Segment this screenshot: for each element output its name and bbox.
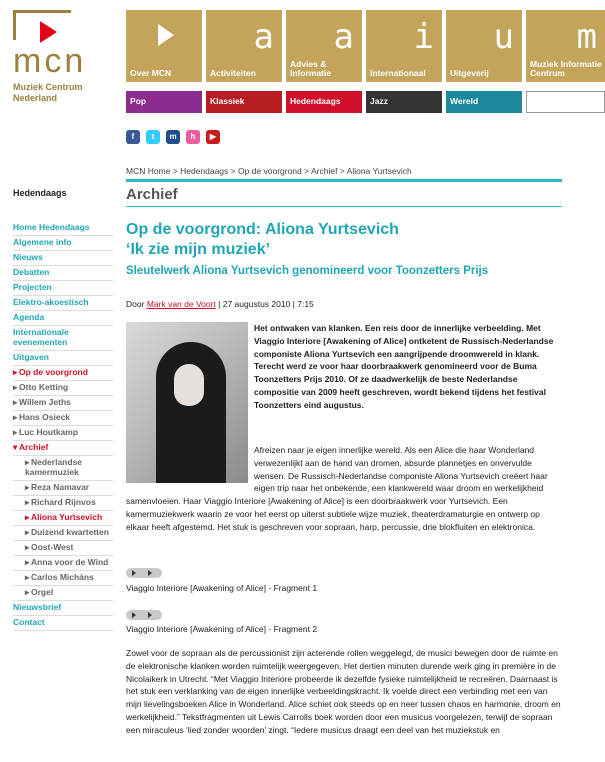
sidebar-item[interactable]: ▸ Luc Houtkamp <box>13 426 113 441</box>
sidebar-item[interactable]: Elektro-akoestisch <box>13 296 113 311</box>
sidebar-item[interactable]: ▸ Richard Rijnvos <box>13 496 113 511</box>
audio-player-1[interactable] <box>126 568 162 578</box>
sidebar-heading: Hedendaags <box>13 188 67 198</box>
hyves-icon[interactable]: h <box>186 130 200 144</box>
sidebar-item[interactable]: Nieuws <box>13 251 113 266</box>
sidebar-item[interactable]: ▸ Reza Namavar <box>13 481 113 496</box>
sidebar-item[interactable]: ▸ Duizend kwartetten <box>13 526 113 541</box>
play-icon <box>158 24 174 46</box>
tile-muziek-informatie-centrum[interactable]: m Muziek Informatie Centrum <box>526 10 605 82</box>
article-paragraph: Zowel voor de sopraan als de percussionist zijn acterende rollen weggelegd, de musici bewegen door de ruimte en de elektronische klanken worden ruimtelijk weergegeven. Het dertien minuten durende werk ging in première in de Nicolaikerk in Utrecht. “Met Viaggio Interiore probeerde ik dezelfde fysieke ruimtelijkheid te recreëren. Daarnaast is het stuk een verklanking van de eigen innerlijke verbeeldingskracht. Ik voelde direct een verbinding met een van mijn lievelingsboeken Alice in Wonderland. Alice schiet ook steeds op en neer tussen chaos en harmonie, droom en werkelijkheid.” Tekstfragmenten uit Lewis Carrolls boek worden door een musicus voorgelezen, terwijl de sopraan een miraculeus ‘lied zonder woorden’ zingt. “Iedere musicus draagt een deel van het muziekstuk en <box>126 648 561 735</box>
sidebar-item[interactable]: ▸ Oost-West <box>13 541 113 556</box>
tile-advies-informatie[interactable]: a Advies & Informatie <box>286 10 362 82</box>
tile-uitgeverij[interactable]: u Uitgeverij <box>446 10 522 82</box>
sidebar-item[interactable]: Projecten <box>13 281 113 296</box>
sidebar-item[interactable]: Agenda <box>13 311 113 326</box>
author-link[interactable]: Mark van de Voort <box>146 299 216 309</box>
sidebar-item[interactable]: ▸ Anna voor de Wind <box>13 556 113 571</box>
logo-text: mcn <box>13 42 87 80</box>
logo-mark <box>13 10 87 80</box>
sidebar-item[interactable]: Home Hedendaags <box>13 221 113 236</box>
breadcrumb[interactable]: MCN Home > Hedendaags > Op de voorgrond > Archief > Aliona Yurtsevich <box>126 166 412 176</box>
twitter-icon[interactable]: t <box>146 130 160 144</box>
sidebar-item[interactable]: ▸ Willem Jeths <box>13 396 113 411</box>
sidebar-item[interactable]: ▸ Hans Osieck <box>13 411 113 426</box>
sidebar-item[interactable]: Contact <box>13 616 113 631</box>
audio-player-2[interactable] <box>126 610 162 620</box>
tile-internationaal[interactable]: i Internationaal <box>366 10 442 82</box>
article-intro: Het ontwaken van klanken. Een reis door de innerlijke verbeelding. Met Viaggio Interiore [Awakening of Alice] ontketent de Russisch-Nederlandse componiste Aliona Yurtsevich een aangrijpende droomwereld in klank. Terecht werd ze voor haar doorbraakwerk genomineerd voor de Buma Toonzetters Prijs 2010. Of ze daadwerkelijk de beste Nederlandse compositie van 2009 heeft geschreven, wordt bekend tijdens het festival Toonzetters eind augustus. <box>254 323 554 410</box>
sidebar-item[interactable]: Nieuwsbrief <box>13 601 113 616</box>
sidebar-item[interactable]: ▸ Carlos Micháns <box>13 571 113 586</box>
mcn-logo[interactable] <box>13 10 93 104</box>
sidebar-item[interactable]: Internationale evenementen <box>13 326 113 351</box>
article-title: Op de voorgrond: Aliona Yurtsevich ‘Ik zie mijn muziek’ <box>126 221 399 258</box>
byline: Door Mark van de Voort | 27 augustus 2010 | 7:15 <box>126 299 314 309</box>
divider <box>126 206 562 207</box>
logo-subtitle: Muziek Centrum Nederland <box>13 82 83 103</box>
article-paragraph: Afreizen naar je eigen innerlijke wereld. Als een Alice die haar Wonderland verwezenlijkt aan de hand van dromen, absurde plannetjes en onvervulde wensen. De Russisch-Nederlandse componiste Aliona Yurtsevich creëert haar eigen trip naar het onbekende, een klankwereld waar droom en werkelijkheid samenvloeien. Haar Viaggio Interiore [Awakening of Alice] is een doorbraakwerk voor Yurtsevich. Een kamermuziekwerk waarin ze voor het eerst op uiterst subtiele wijze muziek, theaterdramaturgie en ontwerp op elkaar heeft afgestemd. Het stuk is geschreven voor sopraan, harp, percussie, drie blokfluiten en elektronica. <box>126 445 548 532</box>
section-title: Archief <box>126 186 178 203</box>
tile-activiteiten[interactable]: a Activiteiten <box>206 10 282 82</box>
sidebar-item[interactable]: ▸ Orgel <box>13 586 113 601</box>
genre-klassiek[interactable]: Klassiek <box>206 91 282 113</box>
sidebar-item[interactable]: ▸ Nederlandse kamermuziek <box>13 456 113 481</box>
genre-pop[interactable]: Pop <box>126 91 202 113</box>
genre-wereld[interactable]: Wereld <box>446 91 522 113</box>
sidebar-item[interactable]: ▸ Aliona Yurtsevich <box>13 511 113 526</box>
divider <box>126 179 562 182</box>
sidebar-item[interactable]: Algemene info <box>13 236 113 251</box>
search-input[interactable] <box>526 91 605 113</box>
audio-caption-1: Viaggio Interiore [Awakening of Alice] - Fragment 1 <box>126 583 318 593</box>
logo-play-icon <box>40 21 57 43</box>
audio-caption-2: Viaggio Interiore [Awakening of Alice] - Fragment 2 <box>126 624 318 634</box>
myspace-icon[interactable]: m <box>166 130 180 144</box>
sidebar-item[interactable]: ▸ Op de voorgrond <box>13 366 113 381</box>
sidebar-nav <box>13 221 113 631</box>
article-subtitle: Sleutelwerk Aliona Yurtsevich genomineerd voor Toonzetters Prijs <box>126 265 489 277</box>
sidebar-item[interactable]: ▾ Archief <box>13 441 113 456</box>
sidebar-item[interactable]: Debatten <box>13 266 113 281</box>
social-links <box>126 130 220 144</box>
youtube-icon[interactable]: ▶ <box>206 130 220 144</box>
genre-jazz[interactable]: Jazz <box>366 91 442 113</box>
sidebar-item[interactable]: ▸ Otto Ketting <box>13 381 113 396</box>
facebook-icon[interactable]: f <box>126 130 140 144</box>
genre-hedendaags[interactable]: Hedendaags <box>286 91 362 113</box>
sidebar-item[interactable]: Uitgaven <box>13 351 113 366</box>
tile-over-mcn[interactable]: Over MCN <box>126 10 202 82</box>
